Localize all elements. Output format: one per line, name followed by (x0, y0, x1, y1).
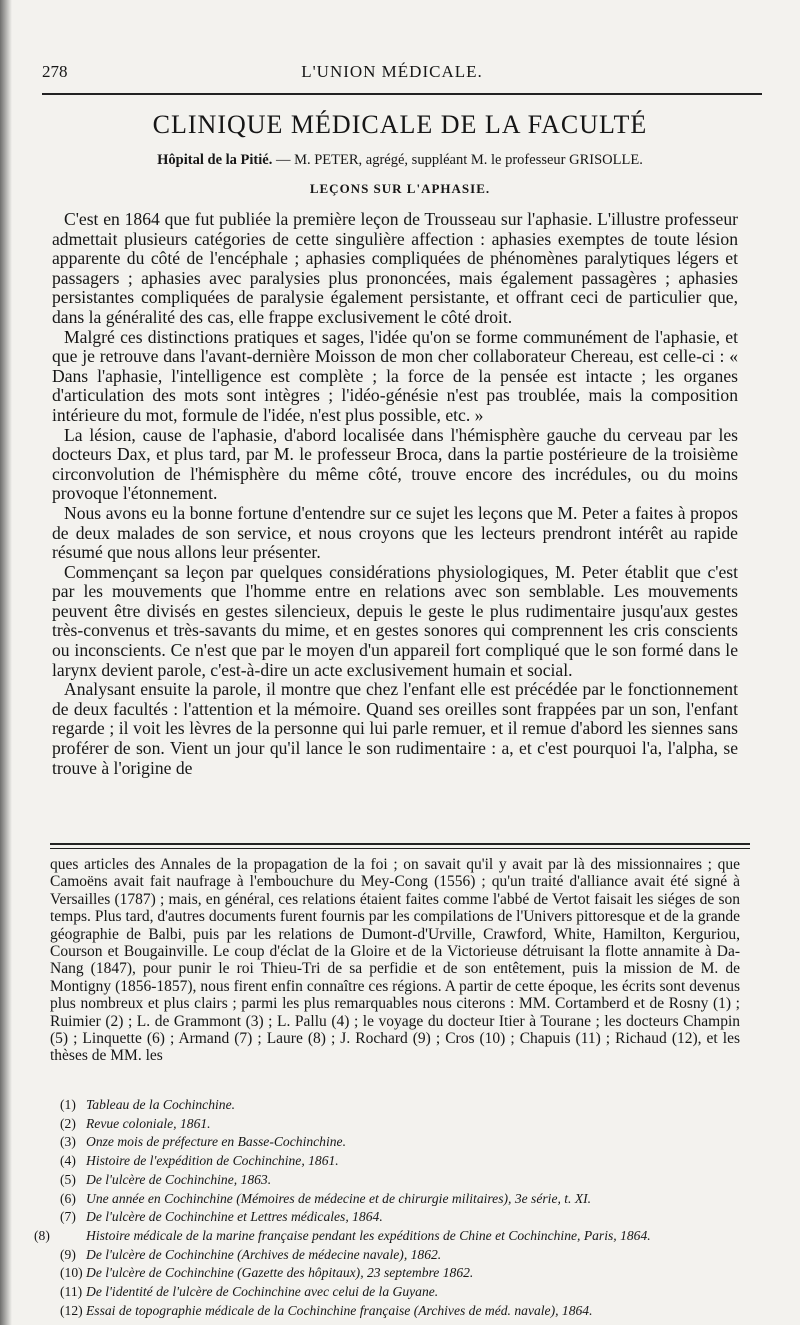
article-byline (60, 152, 740, 169)
byline-author: — M. PETER, agrégé, suppléant M. le professeur GRISOLLE. (272, 152, 643, 168)
body-paragraph: La lésion, cause de l'aphasie, d'abord localisée dans l'hémisphère gauche du cerveau par les docteurs Dax, et plus tard, par M. le professeur Broca, dans la partie postérieure de la troisième circonvolution de l'hémisphère du même côté, trouve encore des incrédules, ou du moins provoque l'étonnement. (52, 424, 738, 504)
byline-hospital: Hôpital de la Pitié. (157, 152, 273, 168)
body-paragraph: C'est en 1864 que fut publiée la première leçon de Trousseau sur l'aphasie. L'illustre professeur admettait plusieurs catégories de cette singulière affection : aphasies exemptes de toute lésion apparente du côté de l'encéphale ; aphasies compliquées de phénomènes paralytiques légers et passagers ; aphasies avec paralysies plus prononcées, mais également passagères ; aphasies persistantes compliquées de paralysie également persistante, et offrant ceci de particulier que, dans la généralité des cas, elle frappe exclusivement le côté droit. (52, 209, 738, 327)
article-body (52, 210, 738, 778)
footnote-text: De l'identité de l'ulcère de Cochinchine avec celui de la Guyane. (86, 1284, 439, 1300)
footnote-text: Essai de topographie médicale de la Cochinchine française (Archives de méd. navale), 1864. (86, 1302, 593, 1318)
footnote (60, 1246, 740, 1265)
footnote (60, 1133, 740, 1152)
footnote-text: De l'ulcère de Cochinchine, 1863. (86, 1171, 272, 1187)
footnote-text: Histoire médicale de la marine française pendant les expéditions de Chine et Cochinchine, Paris, 1864. (86, 1227, 651, 1243)
footnote (60, 1171, 740, 1190)
footnote (60, 1264, 740, 1283)
body-paragraph: Malgré ces distinctions pratiques et sages, l'idée qu'on se forme communément de l'aphasie, et que je retrouve dans l'avant-dernière Moisson de mon cher collaborateur Chereau, est celle-ci : « Dans l'aphasie, l'intelligence est complète ; la force de la pensée est intacte ; les organes d'articulation des mots sont intègres ; l'idéo-génésie n'est pas troublée, mais la composition intérieure du mot, formule de l'idée, n'est plus possible, etc. » (52, 326, 738, 425)
article-subtitle: LEÇONS SUR L'APHASIE. (309, 181, 491, 196)
feuilleton-rule-thin (50, 848, 750, 849)
footnote (60, 1096, 740, 1115)
footnote-number: (7) (60, 1209, 76, 1225)
feuilleton-section (50, 856, 740, 1065)
running-head (42, 62, 742, 88)
footnote-number: (1) (60, 1097, 76, 1112)
journal-title: L'UNION MÉDICALE. (301, 62, 483, 81)
footnote (34, 1227, 740, 1246)
article-title: CLINIQUE MÉDICALE DE LA FACULTÉ (152, 110, 648, 139)
footnote-number: (12) (60, 1302, 83, 1318)
footnote (60, 1115, 740, 1134)
footnote-number: (11) (60, 1284, 83, 1300)
footnote (60, 1190, 740, 1209)
body-paragraph: Analysant ensuite la parole, il montre que chez l'enfant elle est précédée par le fonctionnement de deux facultés : l'attention et la mémoire. Quand ses oreilles sont frappées par un son, l'enfant regarde ; il voit les lèvres de la personne qui lui parle remuer, et il remue d'abord les siennes sans proférer de son. Vient un jour qu'il lance le son rudimentaire : a, et c'est pourquoi l'a, l'alpha, se trouve à l'origine de (52, 679, 738, 778)
footnote-number: (9) (60, 1246, 76, 1262)
footnote-number: (2) (60, 1115, 76, 1131)
header-rule (42, 93, 762, 95)
body-paragraph: Commençant sa leçon par quelques considérations physiologiques, M. Peter établit que c'est par les mouvements que l'homme entre en relations avec son semblable. Les mouvements peuvent être divisés en gestes silencieux, depuis le geste le plus rudimentaire jusqu'aux gestes très-convenus et très-savants du mime, et en gestes sonores qui comprennent les cris conscients ou inconscients. Ce n'est que par le moyen d'un appareil fort compliqué que le son formé dans le larynx devient parole, c'est-à-dire un acte exclusivement humain et social. (52, 561, 738, 680)
body-paragraph: Nous avons eu la bonne fortune d'entendre sur ce sujet les leçons que M. Peter a faites à propos de deux malades de son service, et nous croyons que les lecteurs prendront intérêt au rapide résumé que nous allons leur présenter. (52, 502, 738, 563)
footnote-number: (6) (60, 1190, 76, 1206)
page-gutter-shadow (0, 0, 12, 1325)
footnote-text: Tableau de la Cochinchine. (86, 1097, 236, 1112)
page-number: 278 (42, 62, 68, 81)
footnote-text: De l'ulcère de Cochinchine (Gazette des hôpitaux), 23 septembre 1862. (86, 1265, 474, 1281)
footnote-text: De l'ulcère de Cochinchine et Lettres médicales, 1864. (86, 1209, 383, 1225)
footnote (60, 1302, 740, 1321)
footnotes (34, 1096, 740, 1320)
footnote (60, 1208, 740, 1227)
footnote-text: Histoire de l'expédition de Cochinchine, 1861. (86, 1153, 339, 1169)
footnote (60, 1283, 740, 1302)
footnote-number: (5) (60, 1171, 76, 1187)
footnote-number: (10) (60, 1265, 83, 1281)
feuilleton-rule (50, 843, 750, 845)
feuilleton-text: ques articles des Annales de la propagation de la foi ; on savait qu'il y avait par là des missionnaires ; que Camoëns avait fait naufrage à l'embouchure du Mey-Cong (1556) ; qu'un traité d'alliance avait été signé à Versailles (1787) ; mais, en général, ces relations étaient faites comme l'abbé de Vertot faisait les siéges de son temps. Plus tard, d'autres documents furent fournis par les compilations de l'Univers pittoresque et de la grande géographie de Balbi, puis par les relations de Dumont-d'Urville, Crawford, White, Hamilton, Kerguriou, Courson et Bougainville. Le coup d'éclat de la Gloire et de la Victorieuse détruisant la flotte annamite à Da-Nang (1847), pour punir le roi Thieu-Tri de sa perfidie et de son entêtement, puis la mission de M. de Montigny (1856-1857), nous firent enfin connaître ces régions. A partir de cette époque, les écrits sont devenus plus nombreux et plus clairs ; parmi les plus remarquables nous citerons : MM. Cortamberd et de Rosny (1) ; Ruimier (2) ; L. de Grammont (3) ; L. Pallu (4) ; le voyage du docteur Itier à Tourane ; les docteurs Champin (5) ; Linquette (6) ; Armand (7) ; Laure (8) ; J. Rochard (9) ; Cros (10) ; Chapuis (11) ; Richaud (12), et les thèses de MM. les (50, 856, 740, 1065)
footnote-number: (8) (34, 1227, 50, 1243)
footnote-number: (4) (60, 1153, 76, 1169)
footnote (60, 1152, 740, 1171)
footnote-text: Une année en Cochinchine (Mémoires de médecine et de chirurgie militaires), 3e série, t. XI. (86, 1190, 592, 1206)
footnote-text: Onze mois de préfecture en Basse-Cochinchine. (86, 1134, 346, 1150)
footnote-text: De l'ulcère de Cochinchine (Archives de médecine navale), 1862. (86, 1246, 442, 1262)
footnote-text: Revue coloniale, 1861. (86, 1115, 211, 1131)
footnote-number: (3) (60, 1134, 76, 1150)
